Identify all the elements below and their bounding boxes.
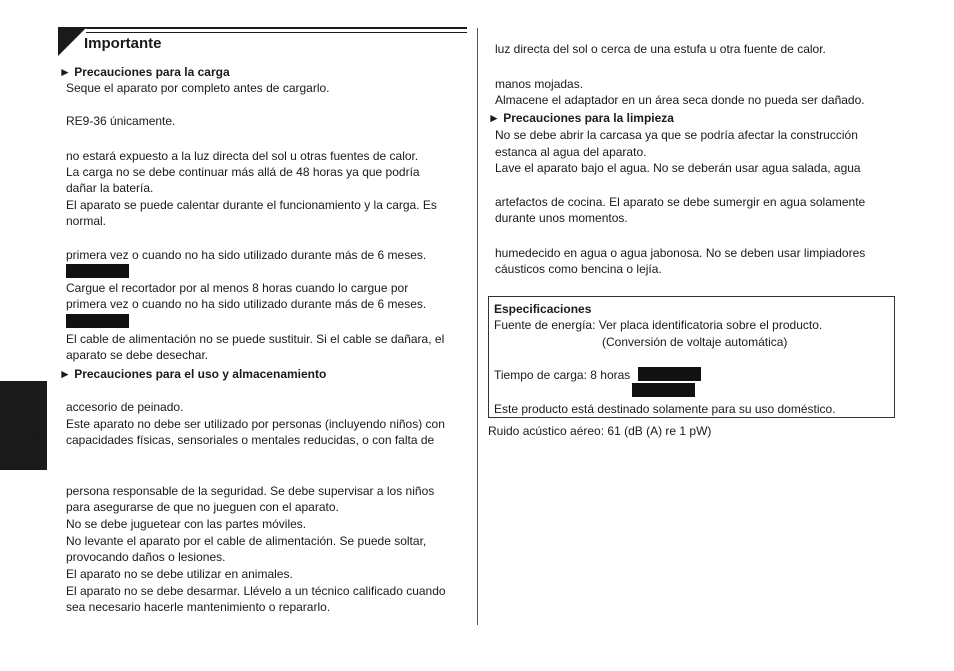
text-line: Cargue el recortador por al menos 8 horas cuando lo cargue por (66, 281, 409, 295)
spec-domestic-note: Este producto está destinado solamente para su uso doméstico. (494, 402, 836, 416)
text-line: No se debe abrir la carcasa ya que se podría afectar la construcción (495, 128, 858, 142)
text-line: Este aparato no debe ser utilizado por personas (incluyendo niños) con (66, 417, 445, 431)
section-heading-use-storage: ► Precauciones para el uso y almacenamiento (59, 367, 327, 381)
text-line: El cable de alimentación no se puede sustituir. Si el cable se dañara, el (66, 332, 445, 346)
text-line: sea necesario hacerle mantenimiento o repararlo. (66, 600, 331, 614)
text-line: El aparato se puede calentar durante el funcionamiento y la carga. Es (66, 198, 437, 212)
section-heading-cleaning: ► Precauciones para la limpieza (488, 111, 674, 125)
text-line: primera vez o cuando no ha sido utilizado durante más de 6 meses. (66, 297, 427, 311)
text-line: aparato se debe desechar. (66, 348, 209, 362)
text-line: No se debe juguetear con las partes móviles. (66, 517, 307, 531)
redaction-bar (638, 367, 701, 381)
text-line: Seque el aparato por completo antes de cargarlo. (66, 81, 330, 95)
spec-charge-time: Tiempo de carga: 8 horas (494, 368, 631, 382)
page-title: Importante (84, 35, 162, 52)
text-line: humedecido en agua o agua jabonosa. No se deben usar limpiadores (495, 246, 866, 260)
title-rule-thin (86, 32, 467, 33)
text-line: luz directa del sol o cerca de una estufa u otra fuente de calor. (495, 42, 826, 56)
text-line: capacidades físicas, sensoriales o mentales reducidas, o con falta de (66, 433, 435, 447)
text-line: no estará expuesto a la luz directa del sol u otras fuentes de calor. (66, 149, 419, 163)
column-divider (477, 28, 478, 625)
text-line: manos mojadas. (495, 77, 584, 91)
text-line: No levante el aparato por el cable de alimentación. Se puede soltar, (66, 534, 427, 548)
text-line: accesorio de peinado. (66, 400, 184, 414)
text-line: RE9-36 únicamente. (66, 114, 176, 128)
redaction-bar (66, 314, 129, 328)
text-line: para asegurarse de que no jueguen con el aparato. (66, 500, 339, 514)
redaction-bar (66, 264, 129, 278)
title-corner-marker (58, 27, 87, 56)
section-heading-charging: ► Precauciones para la carga (59, 65, 230, 79)
text-line: Lave el aparato bajo el agua. No se deberán usar agua salada, agua (495, 161, 861, 175)
text-line: primera vez o cuando no ha sido utilizado durante más de 6 meses. (66, 248, 427, 262)
title-rule (86, 27, 467, 29)
text-line: durante unos momentos. (495, 211, 628, 225)
text-line: persona responsable de la seguridad. Se debe supervisar a los niños (66, 484, 435, 498)
text-line: artefactos de cocina. El aparato se debe sumergir en agua solamente (495, 195, 866, 209)
specifications-heading: Especificaciones (494, 302, 592, 316)
spec-voltage-note: (Conversión de voltaje automática) (602, 335, 788, 349)
text-line: estanca al agua del aparato. (495, 145, 647, 159)
text-line: Almacene el adaptador en un área seca donde no pueda ser dañado. (495, 93, 865, 107)
noise-spec: Ruido acústico aéreo: 61 (dB (A) re 1 pW) (488, 424, 712, 438)
text-line: El aparato no se debe desarmar. Llévelo a un técnico calificado cuando (66, 584, 446, 598)
text-line: provocando daños o lesiones. (66, 550, 226, 564)
text-line: cáusticos como bencina o lejía. (495, 262, 662, 276)
text-line: normal. (66, 214, 107, 228)
language-tab-label: Español (29, 416, 41, 459)
text-line: La carga no se debe continuar más allá de 48 horas ya que podría (66, 165, 420, 179)
text-line: El aparato no se debe utilizar en animales. (66, 567, 293, 581)
redaction-bar (632, 383, 695, 397)
text-line: dañar la batería. (66, 181, 154, 195)
spec-power-source: Fuente de energía: Ver placa identificatoria sobre el producto. (494, 318, 823, 332)
